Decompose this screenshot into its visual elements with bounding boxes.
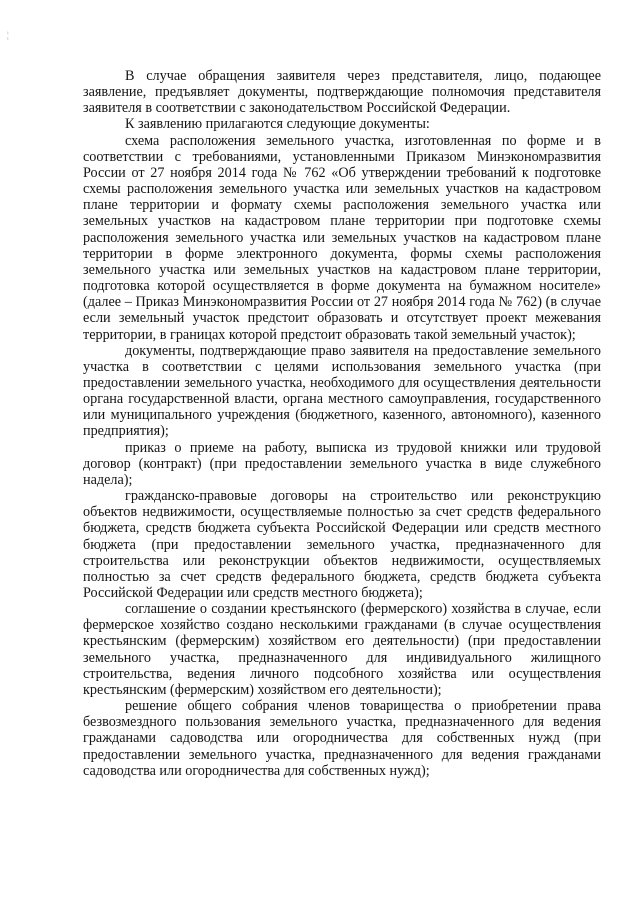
paragraph-employment-order: приказ о приеме на работу, выписка из трудовой книжки или трудовой договор (контракт) (при предоставлении земельного участка в виде служебного надела); — [83, 439, 601, 488]
scan-margin-mark: ¦ — [7, 30, 9, 40]
document-body — [83, 68, 601, 779]
paragraph-farm-agreement: соглашение о создании крестьянского (фермерского) хозяйства в случае, если фермерское хозяйство создано несколькими гражданами (в случае осуществления крестьянским (фермерским) хозяйством его деятельности) (при предоставлении земельного участка, предназначенного для индивидуального жилищного строительства, ведения личного подсобного хозяйства или осуществления крестьянским (фермерским) хозяйством его деятельности); — [83, 601, 601, 698]
paragraph-representative: В случае обращения заявителя через представителя, лицо, подающее заявление, предъявляет документы, подтверждающие полномочия представителя заявителя в соответствии с законодательством Российской Федерации. — [83, 68, 601, 117]
paragraph-rights-documents: документы, подтверждающие право заявителя на предоставление земельного участка в соответствии с целями использования земельного участка (при предоставлении земельного участка, необходимого для осуществления деятельности органа государственной власти, органа местного самоуправления, государственного или муниципального учреждения (бюджетного, казенного, автономного), казенного предприятия); — [83, 342, 601, 440]
paragraph-attached-documents-intro: К заявлению прилагаются следующие документы: — [125, 116, 430, 133]
paragraph-civil-contracts: гражданско-правовые договоры на строительство или реконструкцию объектов недвижимости, осуществляемые полностью за счет средств федерального бюджета, средств бюджета субъекта Российской Федерации или средств местного бюджета (при предоставлении земельного участка, предназначенного для строительства или реконструкции объектов недвижимости, осуществляемых полностью за счет средств федерального бюджета, средств бюджета субъекта Российской Федерации или средств местного бюджета); — [83, 488, 601, 601]
paragraph-partnership-decision: решение общего собрания членов товарищества о приобретении права безвозмездного пользования земельного участка, предназначенного для ведения гражданами садоводства или огородничества для собственных нужд (при предоставлении земельного участка, предназначенного для ведения гражданами садоводства или огородничества для собственных нужд); — [83, 698, 601, 779]
paragraph-scheme: схема расположения земельного участка, изготовленная по форме и в соответствии с требованиями, установленными Приказом Минэкономразвития России от 27 ноября 2014 года № 762 «Об утверждении требований к подготовке схемы расположения земельного участка или земельных участков на кадастровом плане территории и формату схемы расположения земельного участка или земельных участков на кадастровом плане территории при подготовке схемы расположения земельного участка или земельных участков на кадастровом плане территории в форме электронного документа, формы схемы расположения земельного участка или земельных участков на кадастровом плане территории, подготовка которой осуществляется в форме документа на бумажном носителе» (далее – Приказ Минэкономразвития России от 27 ноября 2014 года № 762) (в случае если земельный участок предстоит образовать и отсутствует проект межевания территории, в границах которой предстоит образовать такой земельный участок); — [83, 132, 601, 343]
